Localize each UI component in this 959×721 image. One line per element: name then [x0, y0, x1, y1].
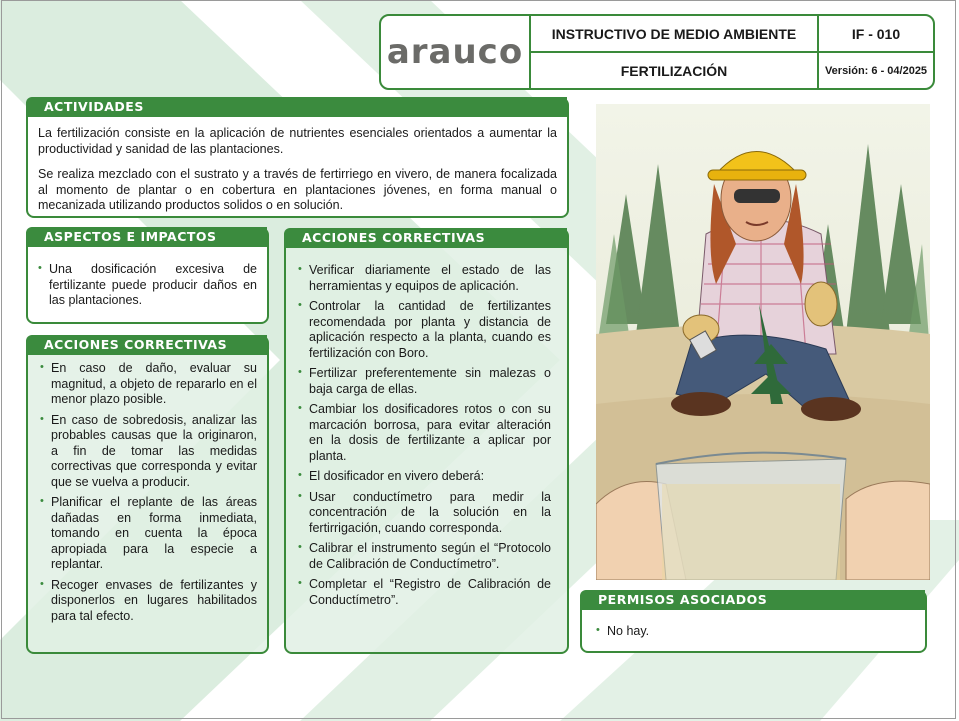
list-item: • Cambiar los dosificadores rotos o con su marcación borrosa, para evitar alteración en la dosis de fertilizante a aplicar por planta. [298, 402, 551, 464]
document-title: INSTRUCTIVO DE MEDIO AMBIENTE [531, 16, 819, 53]
list-item: • Calibrar el instrumento según el “Protocolo de Calibración de Conductímetro”. [298, 541, 551, 572]
acciones-correctivas-left [26, 335, 269, 654]
logo-cell [381, 16, 531, 88]
acciones-center-body [298, 263, 551, 613]
aspectos-title: ASPECTOS E IMPACTOS [26, 227, 267, 247]
list-item: • Planificar el replante de las áreas dañadas en forma inmediata, tomando en cuenta la época apropiada para la especie a replantar. [40, 495, 257, 573]
acciones-left-body [40, 361, 257, 629]
arauco-logo: arauco [386, 32, 524, 72]
document-header [379, 14, 935, 90]
permisos-section [580, 590, 927, 653]
actividades-title: ACTIVIDADES [26, 97, 567, 117]
document-version: Versión: 6 - 04/2025 [824, 64, 928, 77]
list-item: • El dosificador en vivero deberá: [298, 469, 551, 485]
actividades-paragraph: Se realiza mezclado con el sustrato y a través de fertirriego en vivero, de manera focalizada al momento de plantar o en cobertura en plantaciones jóvenes, en forma manual o mecanizada utilizando productos solidos o en solución. [38, 167, 557, 212]
list-item: • En caso de sobredosis, analizar las probables causas que la originaron, a fin de tomar las medidas correctivas que corresponda y evitar que se vuelva a producir. [40, 413, 257, 491]
acciones-correctivas-center [284, 228, 569, 654]
acciones-center-title: ACCIONES CORRECTIVAS [284, 228, 567, 248]
list-item: • Completar el “Registro de Calibración de Conductímetro”. [298, 577, 551, 608]
list-item: • No hay. [596, 624, 915, 640]
actividades-section [26, 97, 569, 218]
list-item: • Recoger envases de fertilizantes y disponerlos en lugares habilitados para tal efecto. [40, 578, 257, 625]
list-item: • Verificar diariamente el estado de las herramientas y equipos de aplicación. [298, 263, 551, 294]
aspectos-body [38, 262, 257, 314]
list-item: • Usar conductímetro para medir la concentración de la solución en la fertirrigación, cuando corresponda. [298, 490, 551, 537]
permisos-body [596, 624, 915, 645]
list-item: • Fertilizar preferentemente sin malezas o baja carga de ellas. [298, 366, 551, 397]
acciones-left-title: ACCIONES CORRECTIVAS [26, 335, 267, 355]
list-item: • Una dosificación excesiva de fertilizante puede producir daños en las plantaciones. [38, 262, 257, 309]
worker-fertilizing-illustration [596, 104, 930, 580]
document-code: IF - 010 [819, 16, 933, 53]
list-item: • En caso de daño, evaluar su magnitud, a objeto de repararlo en el menor plazo posible. [40, 361, 257, 408]
list-item: • Controlar la cantidad de fertilizantes recomendada por planta y distancia de aplicación respecto a la planta, cuando es fertilización con Boro. [298, 299, 551, 361]
document-subtitle: FERTILIZACIÓN [531, 53, 819, 88]
actividades-paragraph: La fertilización consiste en la aplicación de nutrientes esenciales orientados a aumentar la productividad y sanidad de las plantaciones. [38, 126, 557, 156]
aspectos-section [26, 227, 269, 324]
permisos-title: PERMISOS ASOCIADOS [580, 590, 925, 610]
actividades-body [38, 126, 557, 224]
